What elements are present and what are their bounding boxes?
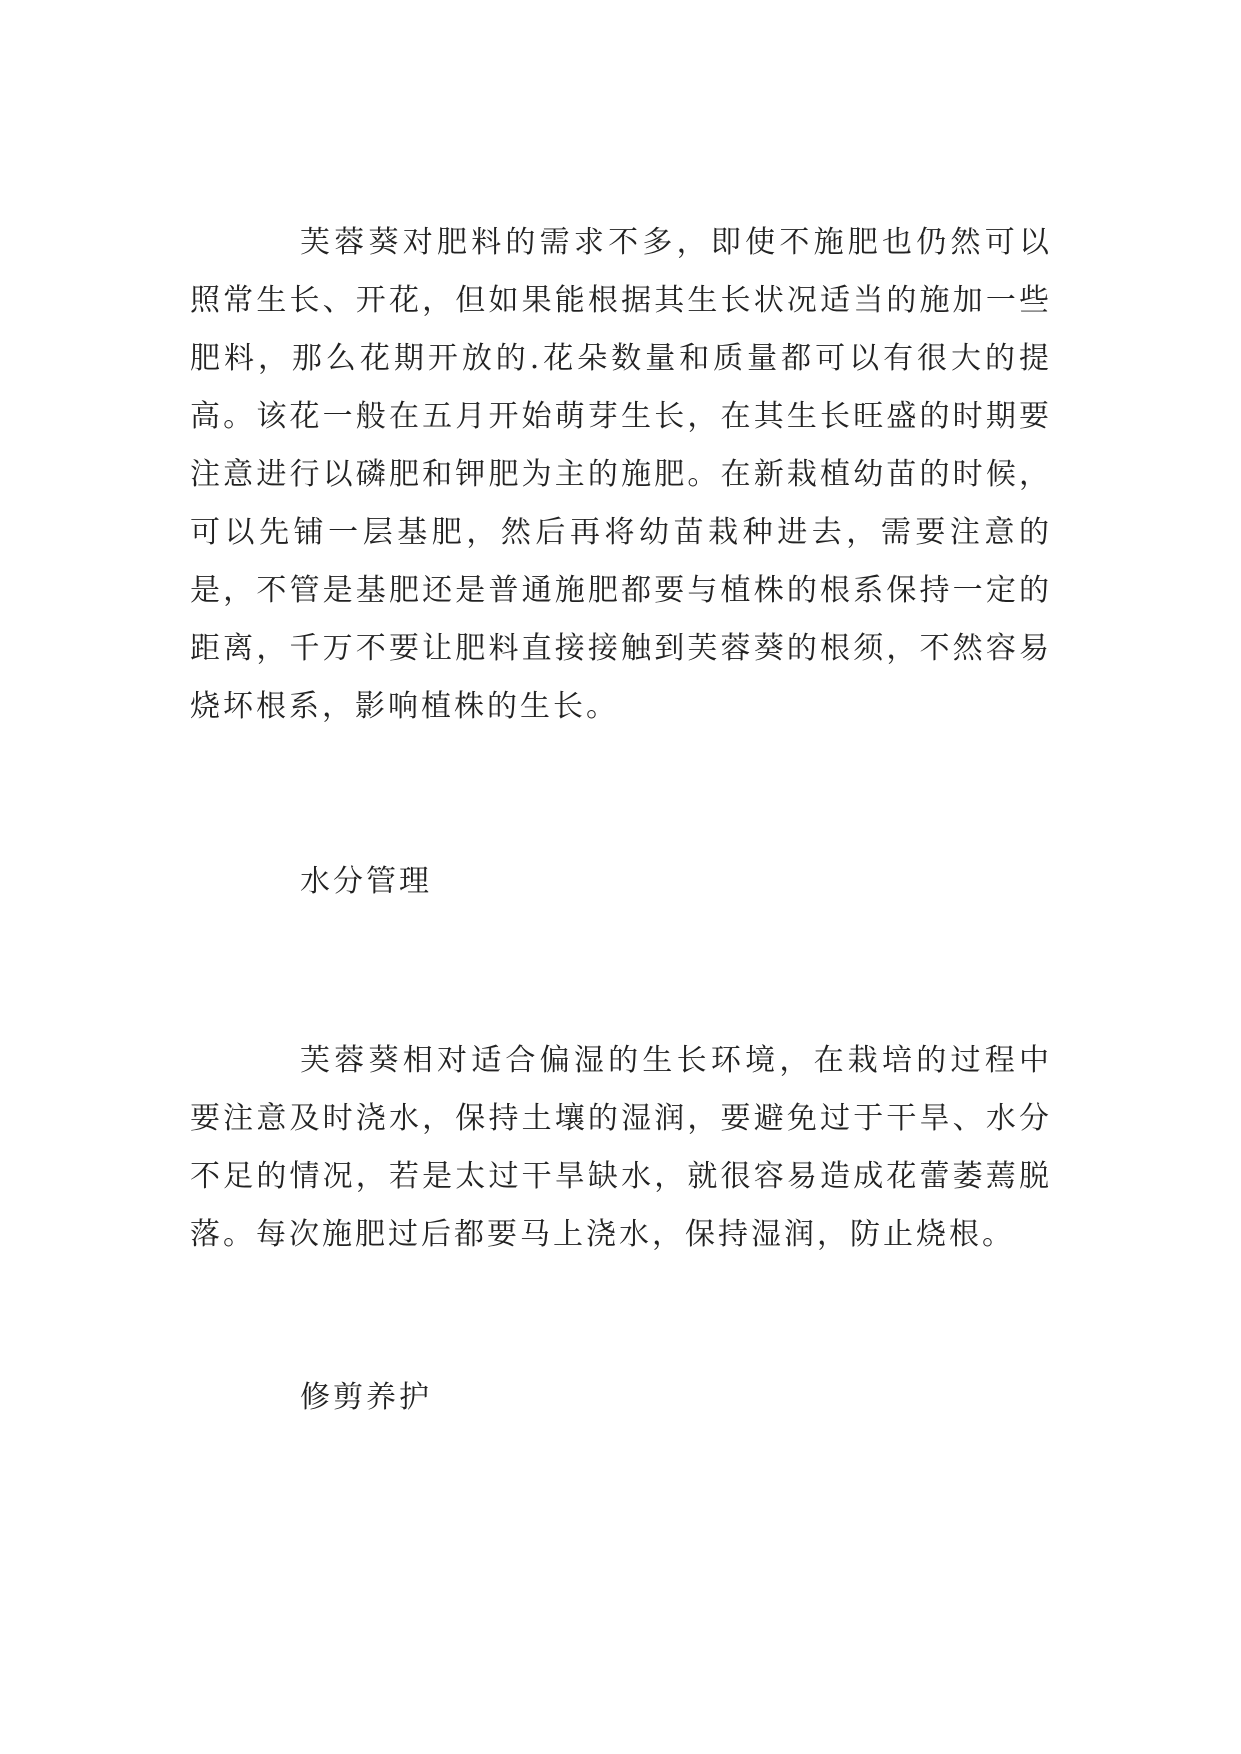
paragraph-water-management: 芙蓉葵相对适合偏湿的生长环境，在栽培的过程中要注意及时浇水，保持土壤的湿润，要避免过于干旱、水分不足的情况，若是太过干旱缺水，就很容易造成花蕾萎蔫脱落。每次施肥过后都要马上浇水，保持湿润，防止烧根。 [190, 1043, 1052, 1252]
paragraph-fertilizer: 芙蓉葵对肥料的需求不多，即使不施肥也仍然可以照常生长、开花，但如果能根据其生长状况适当的施加一些肥料，那么花期开放的.花朵数量和质量都可以有很大的提高。该花一般在五月开始萌芽生长，在其生长旺盛的时期要注意进行以磷肥和钾肥为主的施肥。在新栽植幼苗的时候，可以先铺一层基肥，然后再将幼苗栽种进去，需要注意的是，不管是基肥还是普通施肥都要与植株的根系保持一定的距离，千万不要让肥料直接接触到芙蓉葵的根须，不然容易烧坏根系，影响植株的生长。 [190, 225, 1052, 724]
section-heading-pruning-care: 修剪养护 [300, 1380, 432, 1415]
section-heading-water-management: 水分管理 [300, 864, 432, 899]
